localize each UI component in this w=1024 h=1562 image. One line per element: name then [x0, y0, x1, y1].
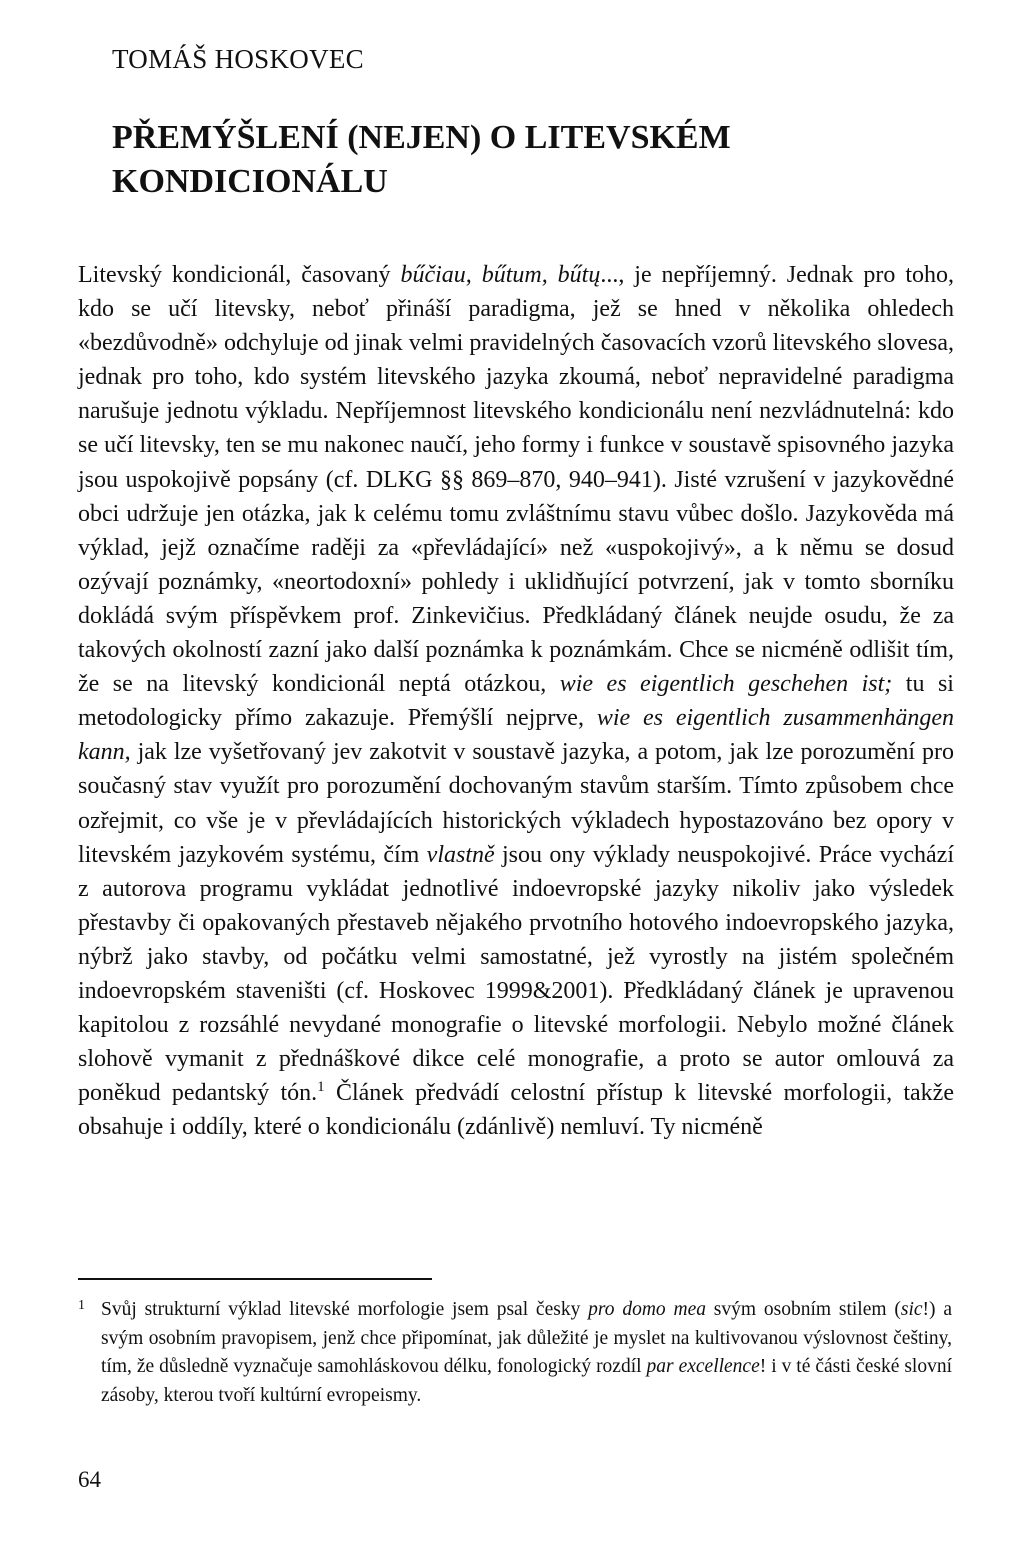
footnote-reference[interactable]: 1: [317, 1079, 325, 1096]
article-title: [112, 116, 892, 204]
body-text-5: jsou ony výklady neuspokojivé. Práce vychází z autorova programu vykládat jednotlivé indoevropské jazyky nikoliv jako výsledek přestavby či opakovaných přestaveb nějakého prvotního hotového indoevropského jazyka, nýbrž jako stavby, od počátku velmi samostatné, jež vyrostly na jistém společném indoevropském staveništi (cf. Hoskovec 1999&2001). Předkládaný článek je upravenou kapitolou z rozsáhlé nevydané monografie o litevské morfologii. Nebylo možné článek slohově vymanit z přednáškové dikce celé monografie, a proto se autor omlouvá za poněkud pedantský tón.: [78, 841, 954, 1107]
footnote-text-1: Svůj strukturní výklad litevské morfologie jsem psal česky: [101, 1299, 589, 1320]
quote-geschehen: wie es eigentlich geschehen ist;: [559, 671, 893, 698]
title-line-1: PŘEMÝŠLENÍ (NEJEN) O LITEVSKÉM: [112, 119, 731, 156]
body-text-6: Článek předvádí celostní přístup k litevské morfologii, takže obsahuje i oddíly, které o kondicionálu (zdánlivě) nemluví. Ty nicméně: [78, 1080, 954, 1141]
body-text-3: tu si metodologicky přímo zakazuje. Přemýšlí nejprve,: [78, 671, 954, 732]
title-line-2: KONDICIONÁLU: [112, 163, 388, 200]
author-name: TOMÁŠ HOSKOVEC: [112, 44, 364, 74]
conditional-forms: bűčiau, bűtum, bűtų: [400, 262, 601, 288]
emphasis-vlastne: vlastně: [426, 841, 495, 868]
footnote: [78, 1296, 952, 1410]
body-paragraph: [78, 258, 954, 1144]
footnote-separator: [78, 1278, 432, 1280]
page-number: 64: [78, 1467, 101, 1492]
footnote-italic-3: par excellence: [646, 1356, 760, 1377]
quote-zusammenhaengen: wie es eigentlich zusammenhängen kann,: [78, 705, 954, 766]
footnote-text-4: ! i v té části české slovní zásoby, kterou tvoří kultúrní evropeismy.: [101, 1356, 952, 1406]
body-text-4: jak lze vyšetřovaný jev zakotvit v soustavě jazyka, a potom, jak lze porozumění pro současný stav využít pro porozumění dochovaným stavům starším. Tímto způsobem chce ozřejmit, co vše je v převládajících historických výkladech hypostazováno bez opory v litevském jazykovém systému, čím: [78, 739, 954, 868]
footnote-italic-2: sic: [900, 1299, 923, 1320]
footnote-number: 1: [78, 1298, 85, 1313]
footnote-text-3: !) a svým osobním pravopisem, jenž chce připomínat, jak důležité je myslet na kultivovanou výslovnost češtiny, tím, že důsledně vyznačuje samohláskovou délku, fonologický rozdíl: [101, 1299, 952, 1377]
footnote-text-2: svým osobním stilem (: [705, 1299, 901, 1320]
body-text-1: Litevský kondicionál, časovaný: [78, 262, 401, 288]
body-text-2: ..., je nepříjemný. Jednak pro toho, kdo se učí litevsky, neboť přináší paradigma, jež se hned v několika ohledech «bezdůvodně» odchyluje od jinak velmi pravidelných časovacích vzorů litevského slovesa, jednak pro toho, kdo systém litevského jazyka zkoumá, neboť nepravidelné paradigma narušuje jednotu výkladu. Nepříjemnost litevského kondicionálu není nezvládnutelná: kdo se učí litevsky, ten se mu nakonec naučí, jeho formy i funkce v soustavě spisovného jazyka jsou uspokojivě popsány (cf. DLKG §§ 869–870, 940–941). Jisté vzrušení v jazykovědné obci udržuje jen otázka, jak k celému tomu zvláštnímu stavu vůbec došlo. Jazykověda má výklad, jejž označíme raději za «převládající» než «uspokojivý», a k němu se dosud ozývají poznámky, «neortodoxní» pohledy i uklidňující potvrzení, jak v tomto sborníku dokládá svým příspěvkem prof. Zinkevičius. Předkládaný článek neujde osudu, že za takových okolností zazní jako další poznámka k poznámkám. Chce se nicméně odlišit tím, že se na litevský kondicionál neptá otázkou,: [78, 262, 954, 698]
footnote-body: [78, 1296, 952, 1410]
footnote-italic-1: pro domo mea: [588, 1299, 706, 1320]
